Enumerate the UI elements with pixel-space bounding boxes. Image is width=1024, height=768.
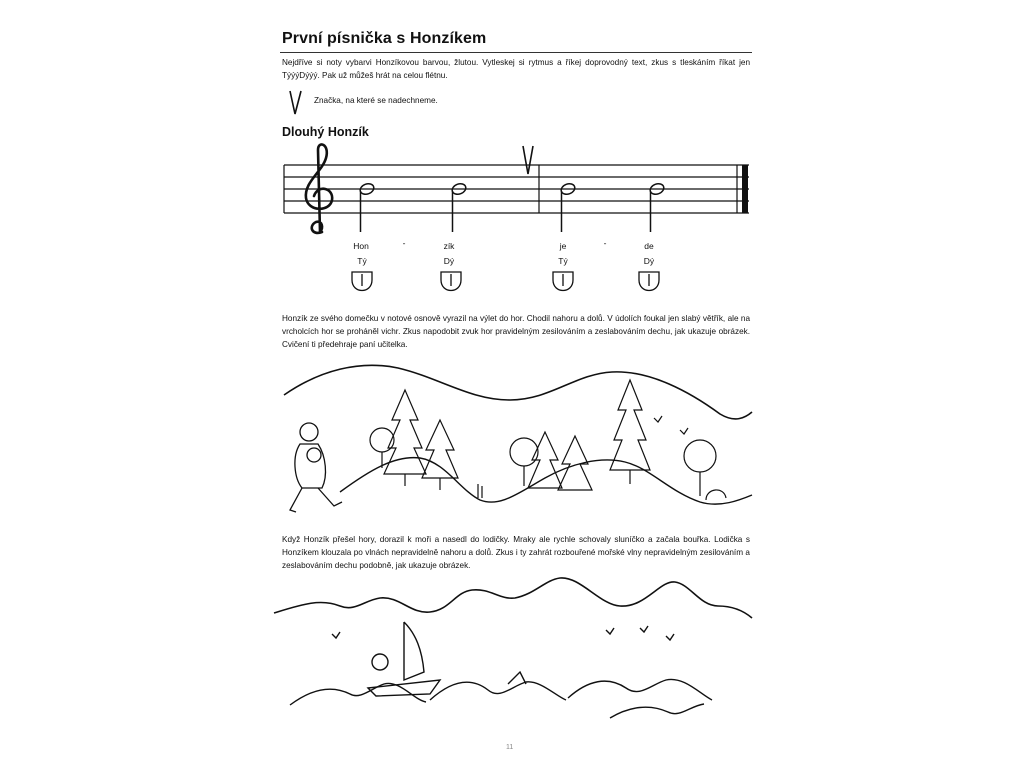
bird-icon	[640, 626, 648, 632]
boat	[368, 680, 440, 696]
intro-paragraph: Nejdříve si noty vybarvi Honzíkovou barvou, žlutou. Vytleskej si rytmus a říkej doprovodný text, zkus s tleskáním říkat jen TýýýDýýý. Pak už můžeš hrát na celou flétnu.	[282, 58, 750, 80]
boy-in-boat	[372, 654, 388, 670]
page-title: První písnička s Honzíkem	[282, 30, 487, 47]
rhythm-syllable: Dý	[643, 256, 655, 266]
sea-wave	[568, 679, 712, 700]
bird-icon	[606, 628, 614, 634]
bird-icon	[666, 634, 674, 640]
lyric-syllable: zík	[443, 241, 455, 251]
page-number: 11	[506, 744, 514, 751]
sail	[404, 622, 424, 680]
breath-legend: Značka, na které se nadechneme.	[314, 96, 438, 105]
lyric-syllable: je	[559, 241, 567, 251]
sea-wave	[610, 704, 704, 718]
sea-paragraph: Když Honzík přešel hory, dorazil k moři a nasedl do lodičky. Mraky ale rychle schovaly sluníčko a začala bouřka. Lodička s Honzíkem klouzala po vlnách nepravidelně nahoru a dolů. Zkus i ty zahrát rozbouřené mořské vlny nepravidelným zesilováním a zeslabováním dechu podobně, jak ukazuje obrázek.	[282, 535, 750, 570]
rhythm-syllable: Tý	[558, 256, 568, 266]
mountains-paragraph: Honzík ze svého domečku v notové osnově vyrazil na výlet do hor. Chodil nahoru a dolů. V údolích foukal jen slabý větřík, ale na vrcholcích hor se proháněl vichr. Zkus napodobit zvuk hor pravidelným zesilováním a zeslabováním dechu, jak ukazuje obrázek. Cvičení ti předehraje paní učitelka.	[282, 314, 750, 349]
lyric-hyphen: -	[402, 238, 406, 248]
lyric-syllable: de	[644, 241, 654, 251]
bird-icon	[332, 632, 340, 638]
rhythm-syllable: Tý	[357, 256, 367, 266]
lyric-hyphen: -	[603, 238, 607, 248]
sea-wave-line	[274, 578, 752, 618]
lyric-syllable: Hon	[353, 241, 369, 251]
rhythm-syllable: Dý	[443, 256, 455, 266]
song-title: Dlouhý Honzík	[282, 125, 369, 139]
sea-wave	[430, 682, 566, 700]
